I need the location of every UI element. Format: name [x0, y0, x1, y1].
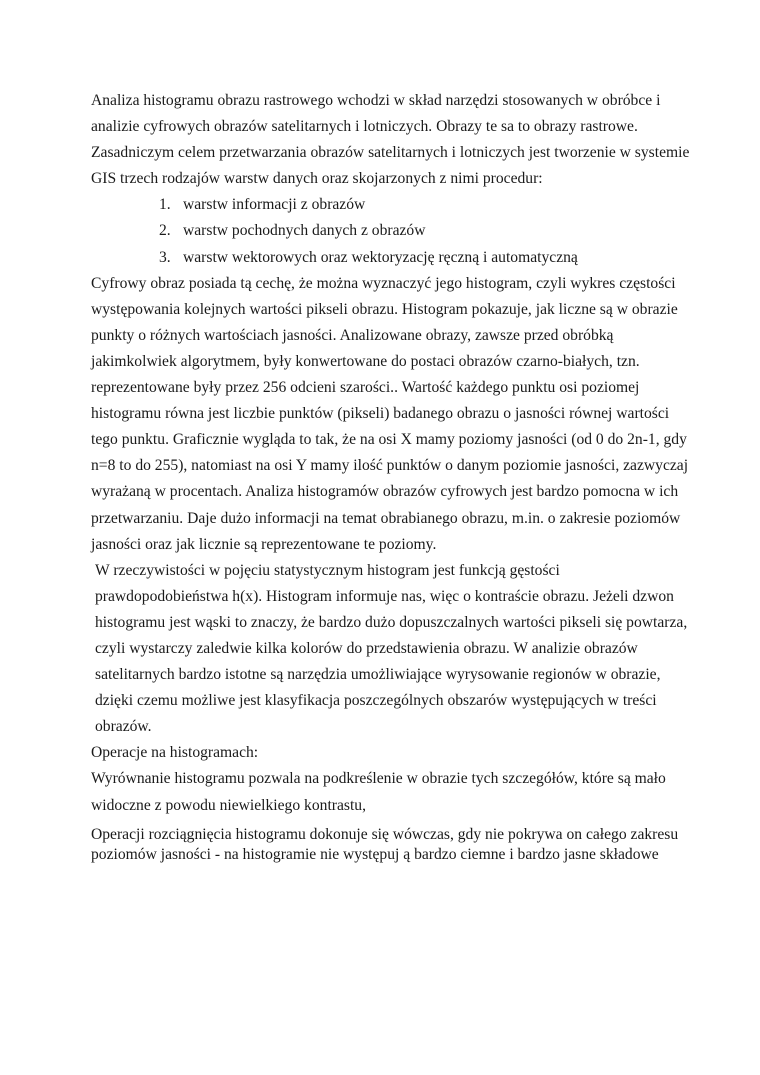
list-number: 2.	[159, 222, 171, 240]
list-number: 1.	[159, 196, 171, 214]
paragraph-histogram: Cyfrowy obraz posiada tą cechę, że można wyznaczyć jego histogram, czyli wykres częstości występowania kolejnych wartości pikseli obrazu. Histogram pokazuje, jak liczne są w obrazie punkty o różnych wartościach jasności. Analizowane obrazy, zawsze przed obróbką jakimkolwiek algorytmem, były konwertowane do postaci obrazów czarno-białych, tzn. reprezentowane były przez 256 odcieni szarości.. Wartość każdego punktu osi poziomej histogramu równa jest liczbie punktów (pikseli) badanego obrazu o jasności równej wartości tego punktu. Graficznie wygląda to tak, że na osi X mamy poziomy jasności (od 0 do 2n-1, gdy n=8 to do 255), natomiast na osi Y mamy ilość punktów o danym poziomie jasności, zazwyczaj wyrażaną w procentach. Analiza histogramów obrazów cyfrowych jest bardzo pomocna w ich przetwarzaniu. Daje dużo informacji na temat obrabianego obrazu, m.in. o zakresie poziomów jasności oraz jak licznie są reprezentowane te poziomy.	[91, 274, 689, 553]
paragraph-intro: Analiza histogramu obrazu rastrowego wchodzi w skład narzędzi stosowanych w obróbce i analizie cyfrowych obrazów satelitarnych i lotniczych. Obrazy te sa to obrazy rastrowe. Zasadniczym celem przetwarzania obrazów satelitarnych i lotniczych jest tworzenie w systemie GIS trzech rodzajów warstw danych oraz skojarzonych z nimi procedur:	[91, 92, 690, 188]
list-item	[91, 218, 691, 244]
list-number: 3.	[159, 248, 171, 266]
paragraph-stretching: Operacji rozciągnięcia histogramu dokonuje się wówczas, gdy nie pokrywa on całego zakresu poziomów jasności - na histogramie nie występuj ą bardzo ciemne i bardzo jasne składowe	[91, 825, 679, 863]
section-heading: Operacje na histogramach:	[91, 744, 259, 762]
document-body	[91, 88, 691, 865]
list-item-text: warstw informacji z obrazów	[183, 196, 366, 214]
list-item-text: warstw wektorowych oraz wektoryzację ręczną i automatyczną	[183, 248, 578, 266]
paragraph-statistics: W rzeczywistości w pojęciu statystycznym histogram jest funkcją gęstości prawdopodobieństwa h(x). Histogram informuje nas, więc o kontraście obrazu. Jeżeli dzwon histogramu jest wąski to znaczy, że bardzo dużo dopuszczalnych wartości pikseli się powtarza, czyli wystarczy zaledwie kilka kolorów do przedstawienia obrazu. W analizie obrazów satelitarnych bardzo istotne są narzędzia umożliwiające wyrysowanie regionów w obrazie, dzięki czemu możliwe jest klasyfikacja poszczególnych obszarów występujących w treści obrazów.	[95, 561, 688, 736]
paragraph-equalization: Wyrównanie histogramu pozwala na podkreślenie w obrazie tych szczegółów, które są mało widoczne z powodu niewielkiego kontrastu,	[91, 770, 666, 814]
list-item-text: warstw pochodnych danych z obrazów	[183, 222, 426, 240]
layer-types-list	[91, 192, 691, 270]
list-item	[91, 192, 691, 218]
list-item	[91, 245, 691, 271]
